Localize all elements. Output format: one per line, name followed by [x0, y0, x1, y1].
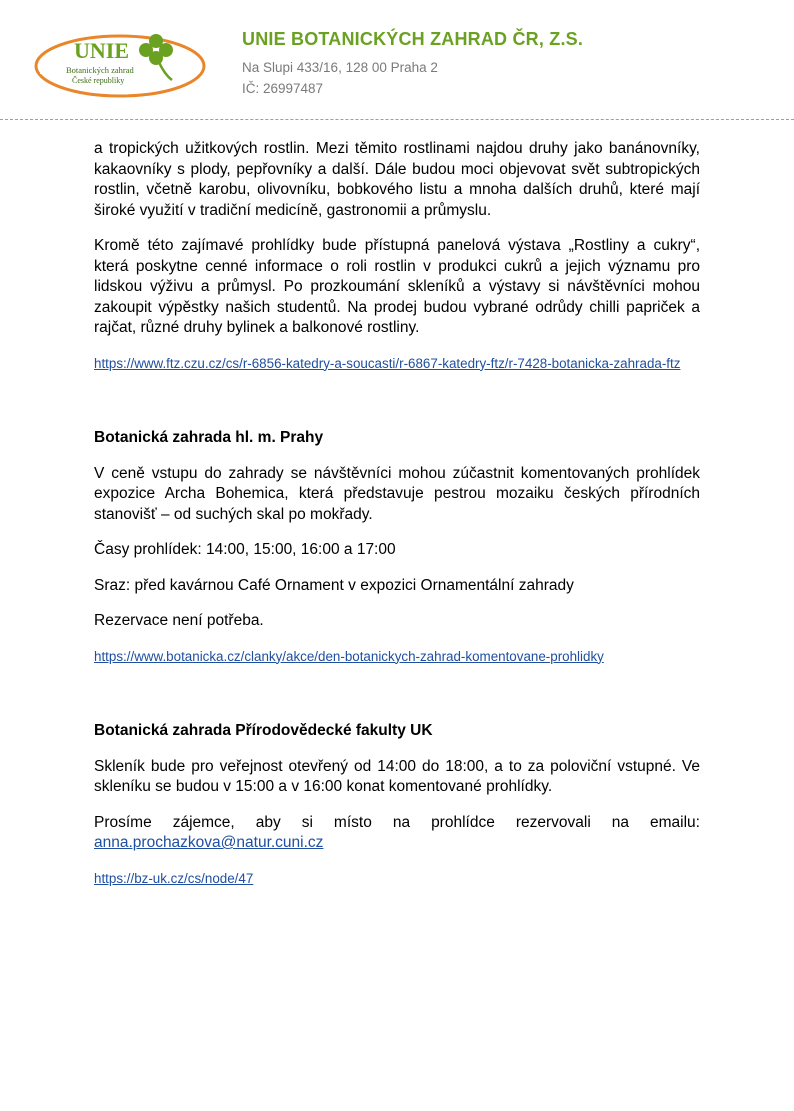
prague-times: Časy prohlídek: 14:00, 15:00, 16:00 a 17:00 [94, 541, 396, 558]
uk-heading: Botanická zahrada Přírodovědecké fakulty UK [94, 722, 433, 739]
logo-line1: Botanických zahrad [66, 65, 134, 75]
logo-word: UNIE [74, 38, 130, 63]
contact-email-link[interactable]: anna.prochazkova@natur.cuni.cz [94, 834, 324, 851]
logo-line2: České republiky [72, 76, 125, 85]
intro-paragraph: a tropických užitkových rostlin. Mezi těmito rostlinami najdou druhy jako banánovníky, kakaovníky s plody, pepřovníky a další. Dále budou moci objevovat svět subtropických rostlin, včetně karobu, olivovníku, bobkového listu a mnoha dalších druhů, které mají široké využití v tradiční medicíně, gastronomii a průmyslu. [94, 140, 700, 219]
uk-link[interactable]: https://bz-uk.cz/cs/node/47 [94, 870, 254, 886]
uk-reservation-text: Prosíme zájemce, aby si místo na prohlídce rezervovali na emailu: [94, 813, 700, 831]
uk-link-block [94, 869, 700, 890]
letterhead [0, 0, 794, 122]
ftz-link[interactable]: https://www.ftz.czu.cz/cs/r-6856-katedry-a-soucasti/r-6867-katedry-ftz/r-7428-botanicka-zahrada-ftz [94, 355, 681, 371]
ftz-link-block [94, 354, 700, 375]
unie-logo [34, 26, 206, 100]
prague-heading: Botanická zahrada hl. m. Prahy [94, 429, 324, 446]
organization-address: Na Slupi 433/16, 128 00 Praha 2 [242, 60, 438, 75]
header-divider [0, 119, 794, 120]
prague-reservation-note: Rezervace není potřeba. [94, 612, 264, 629]
exhibit-paragraph: Kromě této zajímavé prohlídky bude přístupná panelová výstava „Rostliny a cukry“, která poskytne cenné informace o roli rostlin v produkci cukrů a jejich významu pro lidskou výživu a průmysl. Po prozkoumání skleníků a výstavy si návštěvníci mohou zakoupit výpěstky našich studentů. Na prodej budou vybrané odrůdy chilli papriček a rajčat, různé druhy bylinek a balkonové rostliny. [94, 237, 700, 336]
document-body [94, 139, 700, 889]
uk-reservation-paragraph [94, 813, 700, 854]
uk-paragraph: Skleník bude pro veřejnost otevřený od 14:00 do 18:00, a to za poloviční vstupné. Ve skleníku se budou v 15:00 a v 16:00 konat komentované prohlídky. [94, 757, 700, 795]
prague-link[interactable]: https://www.botanicka.cz/clanky/akce/den-botanickych-zahrad-komentovane-prohlidky [94, 648, 604, 664]
organization-id: IČ: 26997487 [242, 81, 324, 96]
prague-meeting-point: Sraz: před kavárnou Café Ornament v expozici Ornamentální zahrady [94, 576, 574, 594]
organization-name: UNIE BOTANICKÝCH ZAHRAD ČR, Z.S. [242, 29, 584, 49]
prague-paragraph: V ceně vstupu do zahrady se návštěvníci mohou zúčastnit komentovaných prohlídek expozice Archa Bohemica, která představuje pestrou mozaiku českých přírodních stanovišť – od suchých skal po mokřady. [94, 464, 700, 523]
prague-link-block [94, 647, 700, 668]
